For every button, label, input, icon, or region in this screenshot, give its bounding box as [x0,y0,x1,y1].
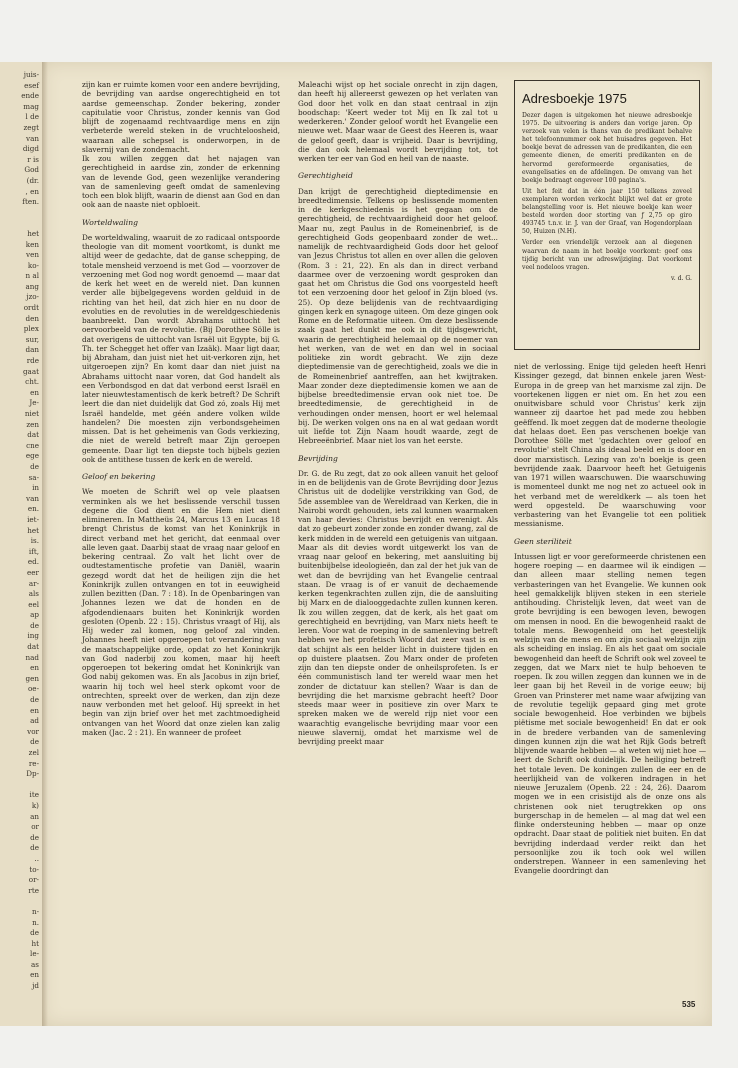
magazine-page [42,62,712,1026]
page-number: 535 [682,1000,696,1009]
column-3-paragraph-1: Intussen ligt er voor gereformeerde christenen een hogere roeping — en daarmee wil ik eindigen — dan alleen maar stelling nemen tegen verbasteringen van het Evangelie. We kunnen ook heel gemakkelijk blijven steken in een steriele antihouding. Christelijk leven, dat weet van de grote bevrijding is een bewogen leven, bewogen om mensen in nood. En die bewogenheid raakt de totale mens. Bewogenheid om het geestelijk welzijn van de mens en om zijn sociaal welzijn zijn als scheiding en inslag. En als het gaat om sociale bewogenheid dan heeft de Schrift ook wel zoveel te zeggen, dat we Marx niet te hulp behoeven te roepen. Ik zou willen zeggen dan kunnen we in de leer gaan bij het Reveil in de vorige eeuw; bij Groen van Prinsterer met name waar afwijzing van de revolutie tegelijk gepaard ging met grote sociale bewogenheid. Hoe verbinden we bijbels piëtisme met sociale bewogenheid! En dat er ook in de bredere verbanden van de samenleving dingen kunnen zijn die wat het Rijk Gods betreft blijvende waarde hebben — al weten wij niet hoe — leert de Schrift ook duidelijk. De heiliging betreft het totale leven. De koningen zullen de eer en de heerlijkheid van de volkeren indragen in het nieuwe Jeruzalem (Openb. 22 : 24, 26). Daarom mogen we in een crisistijd als de onze ons als christenen ook niet terugtrekken op ons burgerschap in de hemelen — al mag dat wel een flinke ondersteuning hebben — maar op onze opdracht. Daar staat de politiek niet buiten. En dat bevrijding inderdaad verder reikt dan het persoonlijke zou ik toch ook wel willen onderstrepen. Wanneer in een samenleving het Evangelie doordringt dan [514,551,706,876]
column-2-paragraph-2: Dr. G. de Ru zegt, dat zo ook alleen vanuit het geloof in en de belijdenis van de Grote Bevrijding door Jezus Christus uit de dodelijke verstrikking van God, de 5de assemblee van de Wereldraad van Kerken, die in Nairobi wordt gehouden, iets zal kunnen waarmaken van haar devies: Christus bevrijdt en verenigt. Als dat zo gebeurt zonder zonde en zonder dwang, zal de kerk midden in de wereld een getuigenis van uitgaan. Maar als dit devies wordt uitgewerkt los van de vraag naar geloof en bekering, met aansluiting bij buitenbijbelse ideologieën, dan zal der het juk van de wet dan de bevrijding van het Evangelie centraal staan. De vraag is of er vanuit de dechaemende kerken tegenkrachten zullen zijn, die de aansluiting bij Marx en de dialooggedachte zullen kunnen keren. Ik zou willen zeggen, dat de kerk, als het gaat om gerechtigheid en bevrijding, van Marx niets heeft te leren. Voor wat de roeping in de samenleving betreft hebben we het profetisch Woord dat zeer vast is en dat schijnt als een helder licht in duistere tijden en op duistere plaatsen. Zou Marx onder de profeten zijn dan ten diepste onder de onheilsprofeten. Is er één communistisch land ter wereld waar men het zonder de dictatuur kan stellen? Waar is dan de bevrijding die het marxisme gebracht heeft? Door steeds maar weer in positieve zin over Marx te spreken maken we de wereld rijp niet voor een waarachtig evangelische bevrijding maar voor een nieuwe slavernij, omdat het marxisme wel de bevrijding preekt maar [298,468,498,746]
column-2 [298,80,498,746]
heading-bevrijding: Bevrijding [298,453,338,463]
announcement-box [514,80,700,350]
column-1 [82,80,280,737]
adjacent-page-text-fragments: juis- esef ende mag l de zegt van digd r is God (dr. , en ften. het ken ven ko- n al ang jzo- ordt den plex sur, dan rde gaat cht. en Je- niet zen dat cne ege de sa- in van en. iet- het is. ift, ed. eer ar- als eel ap de ing dat nad en gen oe- de en ad vor de zel re- Dp- ite k) an or de de .. to- or- rte n- n. de ht le- as en jd [21,70,39,991]
heading-worteldwaling: Worteldwaling [82,217,138,227]
column-1-intro-2: Ik zou willen zeggen dat het najagen van gerechtigheid in aardse zin, zonder de erkenning van de levende God, geen wezenlijke verandering van de samenleving geeft omdat de samenleving toch een blok blijft, waarin de dienst aan God en dan ook aan de naaste niet opbloeit. [82,154,280,210]
column-2-paragraph-1: Dan krijgt de gerechtigheid dieptedimensie en breedtedimensie. Telkens op beslissende momenten in de kerkgeschiedenis is het gegaan om de gerechtigheid, de rechtvaardigheid door het geloof. Maar nu, zegt Paulus in de Romeinenbrief, is de gerechtigheid Gods geopenbaard zonder de wet... namelijk de rechtvaardigheid Gods door het geloof van Jezus Christus tot allen en over allen die geloven (Rom. 3 : 21, 22). En als dan in direct verband daarmee over de verzoening wordt gesproken dan gaat het om Christus die God ons voorgesteld heeft tot een verzoening door het geloof in Zijn bloed (vs. 25). Op deze belijdenis van de rechtvaardiging gingen kerk en synagoge uiteen. Om deze gingen ook Rome en de Reformatie uiteen. Om deze beslissende zaak gaat het dunkt me ook in dit tijdsgewricht, waarin de gerechtigheid helemaal op de noemer van het werken, van de wet en dan wel in sociaal politieke zin wordt gebracht. We zijn deze dieptedimensie van de gerechtigheid, zoals we die in de Romeinenbrief aantreffen, aan het kwijtraken. Maar zonder deze dieptedimensie komen we aan de bijbelse breedtedimensie ervan ook niet toe. De breedtedimensie, de gerechtigheid in de verhoudingen onder mensen, hoort er wel helemaal bij. De werken volgen ons na en al wat gedaan wordt uit liefde tot Zijn Naam houdt waarde, zegt de Hebreeënbrief. Maar niet los van het eerste. [298,186,498,446]
heading-geen-steriliteit: Geen steriliteit [514,536,572,546]
heading-geloof-en-bekering: Geloof en bekering [82,472,156,481]
column-1-paragraph-2: We moeten de Schrift wel op vele plaatsen verminken als we het beslissende verschil tussen degene die God dient en die Hem niet dient elimineren. In Mattheüs 24, Marcus 13 en Lucas 18 brengt Christus de komst van het Koninkrijk in direct verband met het gericht, dat eenmaal over alle leven gaat. Daarbij staat de vraag naar geloof en bekering centraal. Zo valt het licht over de oudtestamentische profetie van Daniël, waarin gezegd wordt dat het de heiligen zijn die het Koninkrijk zullen ontvangen en tot in eeuwigheid zullen bezitten (Dan. 7 : 18). In de Openbaringen van Johannes lezen we dat de honden en de afgodendienaars buiten het Koninkrijk worden gesloten (Openb. 22 : 15). Christus vraagt of Hij, als Hij weder zal komen, nog geloof zal vinden. Johannes heeft niet opgeroepen tot verandering van de maatschappelijke orde, opdat zo het Koninkrijk van God naderbij zou komen, maar hij heeft opgeroepen tot bekering omdat het Koninkrijk van God nabij gekomen was. En als Jacobus in zijn brief, waarin hij toch wel heel sterk opkomt voor de ontrechten, spreekt over de werken, dan zijn deze nauw verbonden met het geloof. Hij spreekt in het begin van zijn brief over het met zachtmoedigheid ontvangen van het Woord dat onze zielen kan zalig maken (Jac. 2 : 21). En wanneer de profeet [82,487,280,737]
column-1-paragraph-1: De worteldwaling, waaruit de zo radicaal ontspoorde theologie van dit moment voortkomt, is dunkt me altijd weer de gedachte, dat de ganse schepping, de totale mensheid verzoend is met God — voorzover de verzoening met God nog wordt genoemd — maar dat de kerk het weet en de wereld niet. Dan kunnen verder alle bijbelgegevens worden gelduid in de richting van het heil, dat zich hier en nu door de evoluties en de revoluties in de wereldgeschiedenis baanbreekt. Dan wordt Abrahams uittocht het oervoorbeeld van de revolutie. (Bij Dorothee Sölle is dat overigens de uittocht van Israël uit Egypte, bij G. Th. ter Schegget het offer van Izaäk). Maar ligt daar, bij Abraham, dan juist niet het uit-verkoren zijn, het uitgeroepen zijn? En komt daar dan niet juist na Abrahams uittocht naar voren, dat God handelt als een Verbondsgod en dat dat verbond eerst Israël en later nieuwtestamentisch de kerk betreft? De Schrift leert die dan niet duidelijk dat God zó, zoals Hij met Israël handelde, met géén andere volken wilde handelen? Die moesten zijn verbondsgeheimen missen. Dat is het geheimenis van Gods verkiezing, die niet de wereld betreft maar Zijn geroepen gemeente. Daar ligt ten diepste toch bijbels gezien ook de antithese tussen de kerk en de wereld. [82,232,280,464]
announcement-paragraph-3: Verder een vriendelijk verzoek aan al diegenen waarvan de naam in het boekje voorkomt: geef ons tijdig bericht van uw adreswijziging. Dat voorkomt veel nodeloos vragen. [522,239,692,271]
announcement-title: Adresboekje 1975 [522,91,627,106]
page-spine-shadow [42,62,48,1026]
column-1-intro: zijn kan er ruimte komen voor een andere bevrijding, de bevrijding van aardse ongerechtigheid en tot aardse gemeenschap. Zonder bekering, zonder capitulatie voor Christus, zonder kennis van God blijft de zogenaamd rechtvaardige mens en zijn verbeterde wereld steken in de vruchteloosheid, waaraan alle schepsel is onderworpen, in de slavernij van de zondemacht. [82,80,280,154]
column-3-intro: niet de verlossing. Enige tijd geleden heeft Henri Kissinger gezegd, dat binnen enkele jaren West-Europa in de greep van het marxisme zal zijn. De voortekenen liggen er niet om. En het zou een onuitwisbare schuld voor Christus' kerk zijn wanneer zij daartoe het pad mede zou hebben geëffend. Ik moet zeggen dat de moderne theologie dat helaas doet. Een pas verschenen boekje van Dorothee Sölle met 'gedachten over geloof en revolutie' stelt China als ideaal beeld en is door en door marxistisch. Lezing van zo'n boekje is geen bevrijdende zaak. Daarvoor heeft het Getuigenis van 1971 willen waarschuwen. Die waarschuwing is momenteel dunkt me nog net zo actueel ook in het verband met de wereldkerk — als toen het werd opgesteld. De waarschuwing voor verbastering van het Evangelie tot een politiek messianisme. [514,362,706,529]
announcement-paragraph-2: Uit het feit dat in één jaar 150 telkens zoveel exemplaren worden verkocht blijkt wel dat er grote belangstelling voor is. Het nieuwe boekje kan weer besteld worden door storting van ƒ 2,75 op giro 493745 t.n.v. ir. J. van der Graaf, van Hogendorplaan 50, Huizen (N.H). [522,187,692,236]
adjacent-page-edge [0,62,43,1026]
column-2-intro: Maleachi wijst op het sociale onrecht in zijn dagen, dan heeft hij allereerst gewezen op het verlaten van God door het volk en dan staat centraal in zijn boodschap: 'Keert weder tot Mij en Ik zal tot u wederkeren.' Zonder geloof wordt het Evangelie een nieuwe wet. Maar waar de Geest des Heeren is, waar de geloof geeft, daar is vrijheid. Daar is bevrijding, die dan ook helemaal wordt bevrijding tot, tot werken ter eer van God en heil van de naaste. [298,80,498,163]
column-3 [514,362,706,876]
announcement-paragraph-1: Dezer dagen is uitgekomen het nieuwe adresboekje 1975. De uitvoering is anders dan vorige jaren. Op verzoek van velen is thans van de predikant behalve het telefoonnummer ook het huisadres gegeven. Het boekje bevat de adressen van de predikanten, die een gemeente dienen, de emeriti predikanten en de hervormd gereformeerde organisaties, de evangelisaties en de afdelingen. De omvang van het boekje bedraagt ongeveer 100 pagina's. [522,112,692,184]
heading-gerechtigheid: Gerechtigheid [298,171,353,181]
announcement-signature: v. d. G. [671,274,692,282]
